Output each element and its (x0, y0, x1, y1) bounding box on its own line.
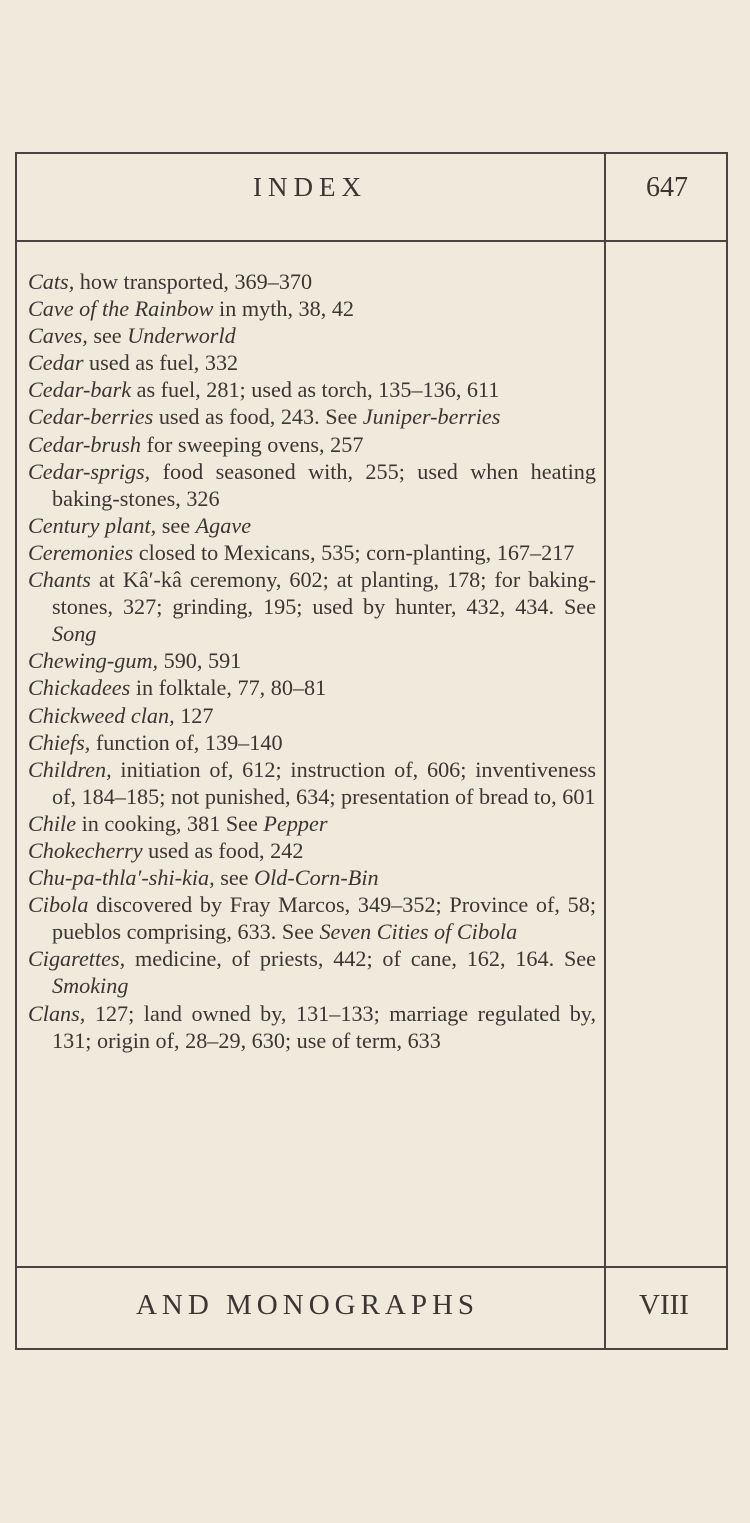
entry-reference: Old-Corn-Bin (254, 865, 379, 891)
entry-text: 127 (174, 702, 214, 728)
index-entry (28, 566, 596, 647)
index-entry (28, 539, 596, 566)
entry-text: 590, 591 (158, 648, 242, 674)
entry-term: Clans, (28, 1000, 86, 1026)
entry-term: Cats, (28, 269, 75, 294)
index-entry (28, 837, 596, 864)
entry-text: used as food, 243. See (153, 404, 363, 430)
entry-term: Chiefs, (28, 729, 91, 755)
entry-term: Chokecherry (28, 837, 143, 863)
index-entry (28, 268, 596, 295)
entry-term: Cibola (28, 892, 89, 918)
entry-text: in myth, 38, 42 (213, 296, 355, 322)
index-entry (28, 295, 596, 322)
entry-term: Century plant, (28, 512, 157, 538)
entry-reference: Smoking (52, 973, 129, 999)
header-title: INDEX (253, 172, 367, 202)
entry-reference: Juniper-berries (362, 404, 501, 430)
entry-text: see (214, 865, 255, 891)
entry-term: Cedar-berries (28, 404, 154, 430)
entry-term: Chile (28, 810, 77, 836)
entry-term: Cedar-brush (28, 431, 141, 457)
entry-term: Cedar-bark (28, 377, 132, 403)
index-entry (28, 376, 596, 403)
entry-text: initiation of, 612; instruction of, 606; inventiveness of, 184–185; not punished, 634; presentation of bread to, 601 (52, 756, 596, 809)
footer-roman-numeral: VIII (639, 1289, 689, 1321)
entry-term: Chickweed clan, (28, 702, 175, 728)
index-entry (28, 891, 596, 945)
index-entry (28, 674, 596, 701)
entry-reference: Pepper (263, 810, 328, 836)
entry-text: in cooking, 381 See (76, 810, 264, 836)
entry-term: Caves, (28, 323, 88, 349)
index-entry (28, 756, 596, 810)
index-entry (28, 702, 596, 729)
entry-term: Chickadees (28, 675, 131, 701)
footer-rule (15, 1266, 728, 1268)
entry-text: used as food, 242 (142, 837, 304, 863)
index-entry (28, 647, 596, 674)
header-page-number: 647 (646, 172, 688, 203)
entry-reference: Song (52, 621, 97, 647)
entry-text: used as fuel, 332 (83, 350, 239, 376)
entry-text: see (87, 323, 128, 349)
entry-term: Chants (28, 567, 91, 593)
entry-text: function of, 139–140 (90, 729, 283, 755)
index-entry (28, 729, 596, 756)
index-entry (28, 458, 596, 512)
entry-text: for sweeping ovens, 257 (140, 431, 364, 457)
index-entry (28, 945, 596, 999)
index-entry (28, 403, 596, 430)
index-entry (28, 1000, 596, 1054)
entry-text: closed to Mexicans, 535; corn-planting, 167–217 (133, 539, 575, 565)
header-rule (15, 240, 728, 242)
index-entry (28, 431, 596, 458)
entry-reference: Seven Cities of Cibola (319, 919, 518, 945)
index-entry (28, 349, 596, 376)
entry-reference: Underworld (127, 323, 236, 349)
entry-text: see (156, 512, 196, 538)
column-divider (604, 152, 606, 1350)
entry-text: how transported, 369–370 (74, 269, 313, 294)
entry-text: at Kâ′-kâ ceremony, 602; at planting, 178; for baking-stones, 327; grinding, 195; used by hunter, 432, 434. See (52, 567, 596, 620)
entry-text: as fuel, 281; used as torch, 135–136, 611 (131, 377, 500, 403)
index-entry (28, 512, 596, 539)
index-entry (28, 864, 596, 891)
index-entries (28, 268, 596, 1054)
entry-text: food seasoned with, 255; used when heating baking-stones, 326 (52, 458, 596, 511)
entry-term: Chu-pa-thla′-shi-kia, (28, 865, 215, 891)
entry-term: Cave of the Rainbow (28, 296, 214, 322)
entry-term: Ceremonies (28, 539, 134, 565)
entry-reference: Agave (195, 512, 252, 538)
entry-text: 127; land owned by, 131–133; marriage regulated by, 131; origin of, 28–29, 630; use of term, 633 (52, 1000, 596, 1053)
entry-term: Cedar-sprigs, (28, 458, 151, 484)
entry-text: discovered by Fray Marcos, 349–352; Province of, 58; pueblos comprising, 633. See (52, 892, 596, 945)
entry-term: Cedar (28, 350, 84, 376)
entry-term: Chewing-gum, (28, 648, 159, 674)
entry-term: Cigarettes, (28, 946, 126, 972)
entry-text: medicine, of priests, 442; of cane, 162, 164. See (125, 946, 596, 972)
entry-term: Children, (28, 756, 112, 782)
index-entry (28, 322, 596, 349)
footer-title: AND MONOGRAPHS (135, 1289, 480, 1321)
entry-text: in folktale, 77, 80–81 (130, 675, 327, 701)
index-entry (28, 810, 596, 837)
